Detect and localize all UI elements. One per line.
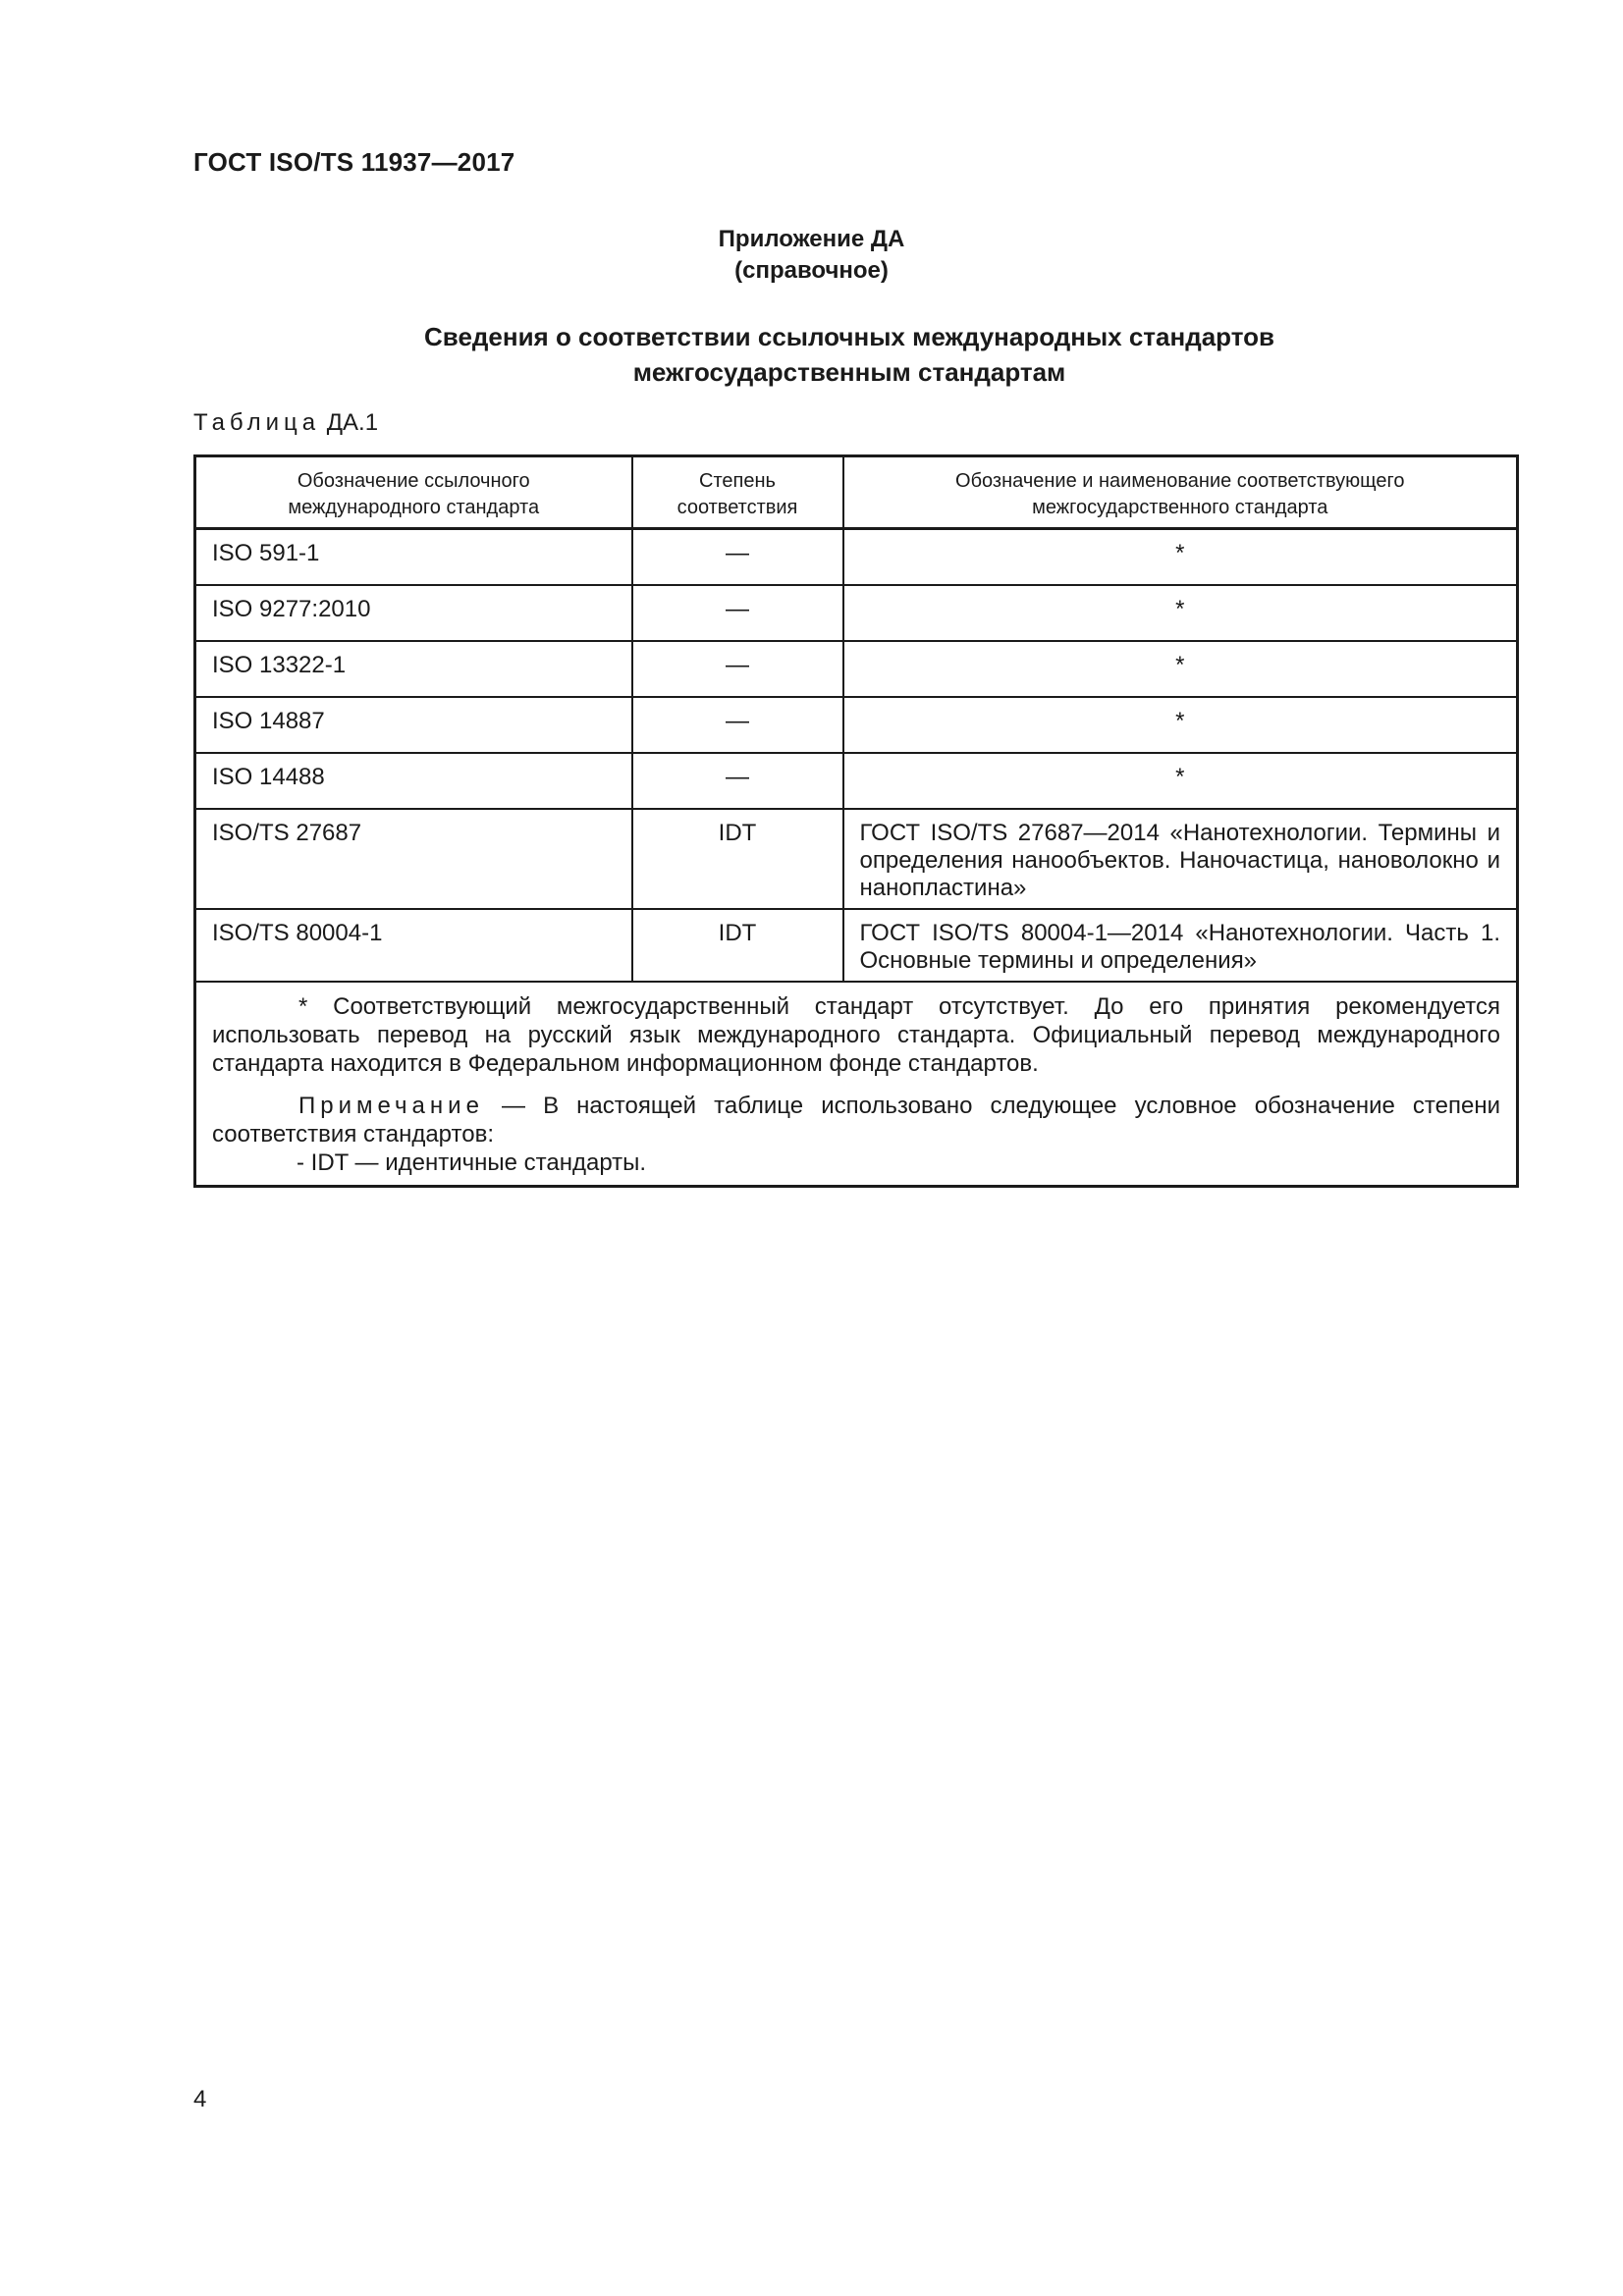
header-ref-standard: Обозначение ссылочного международного стандарта bbox=[195, 456, 632, 529]
appendix-title: Приложение ДА bbox=[718, 226, 905, 252]
table-row bbox=[195, 585, 1518, 641]
footnote-text: * Соответствующий межгосударственный стандарт отсутствует. До его принятия рекомендуется использовать перевод на русский язык международного стандарта. Официальный перевод международного стандарта находится в Федеральном информационном фонде стандартов. bbox=[212, 993, 1500, 1077]
table-footnote-row bbox=[195, 982, 1518, 1187]
section-title-line1: Сведения о соответствии ссылочных международных стандартов bbox=[424, 322, 1274, 351]
appendix-subtitle: (справочное) bbox=[734, 257, 889, 284]
table-note bbox=[212, 1092, 1500, 1148]
table-header-row bbox=[195, 456, 1518, 529]
cell-national: * bbox=[843, 529, 1518, 586]
page-number: 4 bbox=[193, 2086, 207, 2112]
cell-degree: — bbox=[632, 697, 843, 753]
header-degree: Степень соответствия bbox=[632, 456, 843, 529]
table-footnote-cell bbox=[195, 982, 1518, 1187]
standards-table bbox=[193, 454, 1519, 1188]
cell-ref: ISO 13322-1 bbox=[195, 641, 632, 697]
header-national-standard: Обозначение и наименование соответствующего межгосударственного стандарта bbox=[843, 456, 1518, 529]
cell-ref: ISO/TS 80004-1 bbox=[195, 909, 632, 982]
cell-ref: ISO 14488 bbox=[195, 753, 632, 809]
cell-degree: IDT bbox=[632, 809, 843, 909]
table-caption-number: ДА.1 bbox=[326, 409, 379, 436]
cell-ref: ISO 9277:2010 bbox=[195, 585, 632, 641]
table-row bbox=[195, 529, 1518, 586]
cell-national: * bbox=[843, 585, 1518, 641]
cell-ref: ISO 591-1 bbox=[195, 529, 632, 586]
appendix-heading bbox=[0, 224, 1623, 287]
cell-degree: — bbox=[632, 753, 843, 809]
note-list-item: - IDT — идентичные стандарты. bbox=[297, 1149, 647, 1176]
table-caption-label: Таблица bbox=[193, 409, 321, 436]
section-title bbox=[0, 319, 1623, 390]
cell-degree: — bbox=[632, 585, 843, 641]
cell-degree: — bbox=[632, 641, 843, 697]
table-row bbox=[195, 641, 1518, 697]
note-text: — В настоящей таблице использовано следующее условное обозначение степени соответствия стандартов: bbox=[212, 1093, 1500, 1148]
cell-national: ГОСТ ISO/TS 80004-1—2014 «Нанотехнологии. Часть 1. Основные термины и определения» bbox=[843, 909, 1518, 982]
cell-degree: IDT bbox=[632, 909, 843, 982]
table-caption bbox=[193, 409, 378, 437]
cell-ref: ISO 14887 bbox=[195, 697, 632, 753]
table-row bbox=[195, 909, 1518, 982]
cell-national: * bbox=[843, 641, 1518, 697]
cell-national: * bbox=[843, 697, 1518, 753]
cell-national: ГОСТ ISO/TS 27687—2014 «Нанотехнологии. Термины и определения нанообъектов. Наночастица, нановолокно и нанопластина» bbox=[843, 809, 1518, 909]
table-row bbox=[195, 753, 1518, 809]
cell-ref: ISO/TS 27687 bbox=[195, 809, 632, 909]
section-title-line2: межгосударственным стандартам bbox=[632, 357, 1066, 387]
document-code: ГОСТ ISO/TS 11937—2017 bbox=[193, 147, 515, 177]
table-row bbox=[195, 809, 1518, 909]
note-label: Примечание bbox=[298, 1093, 484, 1119]
table-row bbox=[195, 697, 1518, 753]
cell-degree: — bbox=[632, 529, 843, 586]
cell-national: * bbox=[843, 753, 1518, 809]
